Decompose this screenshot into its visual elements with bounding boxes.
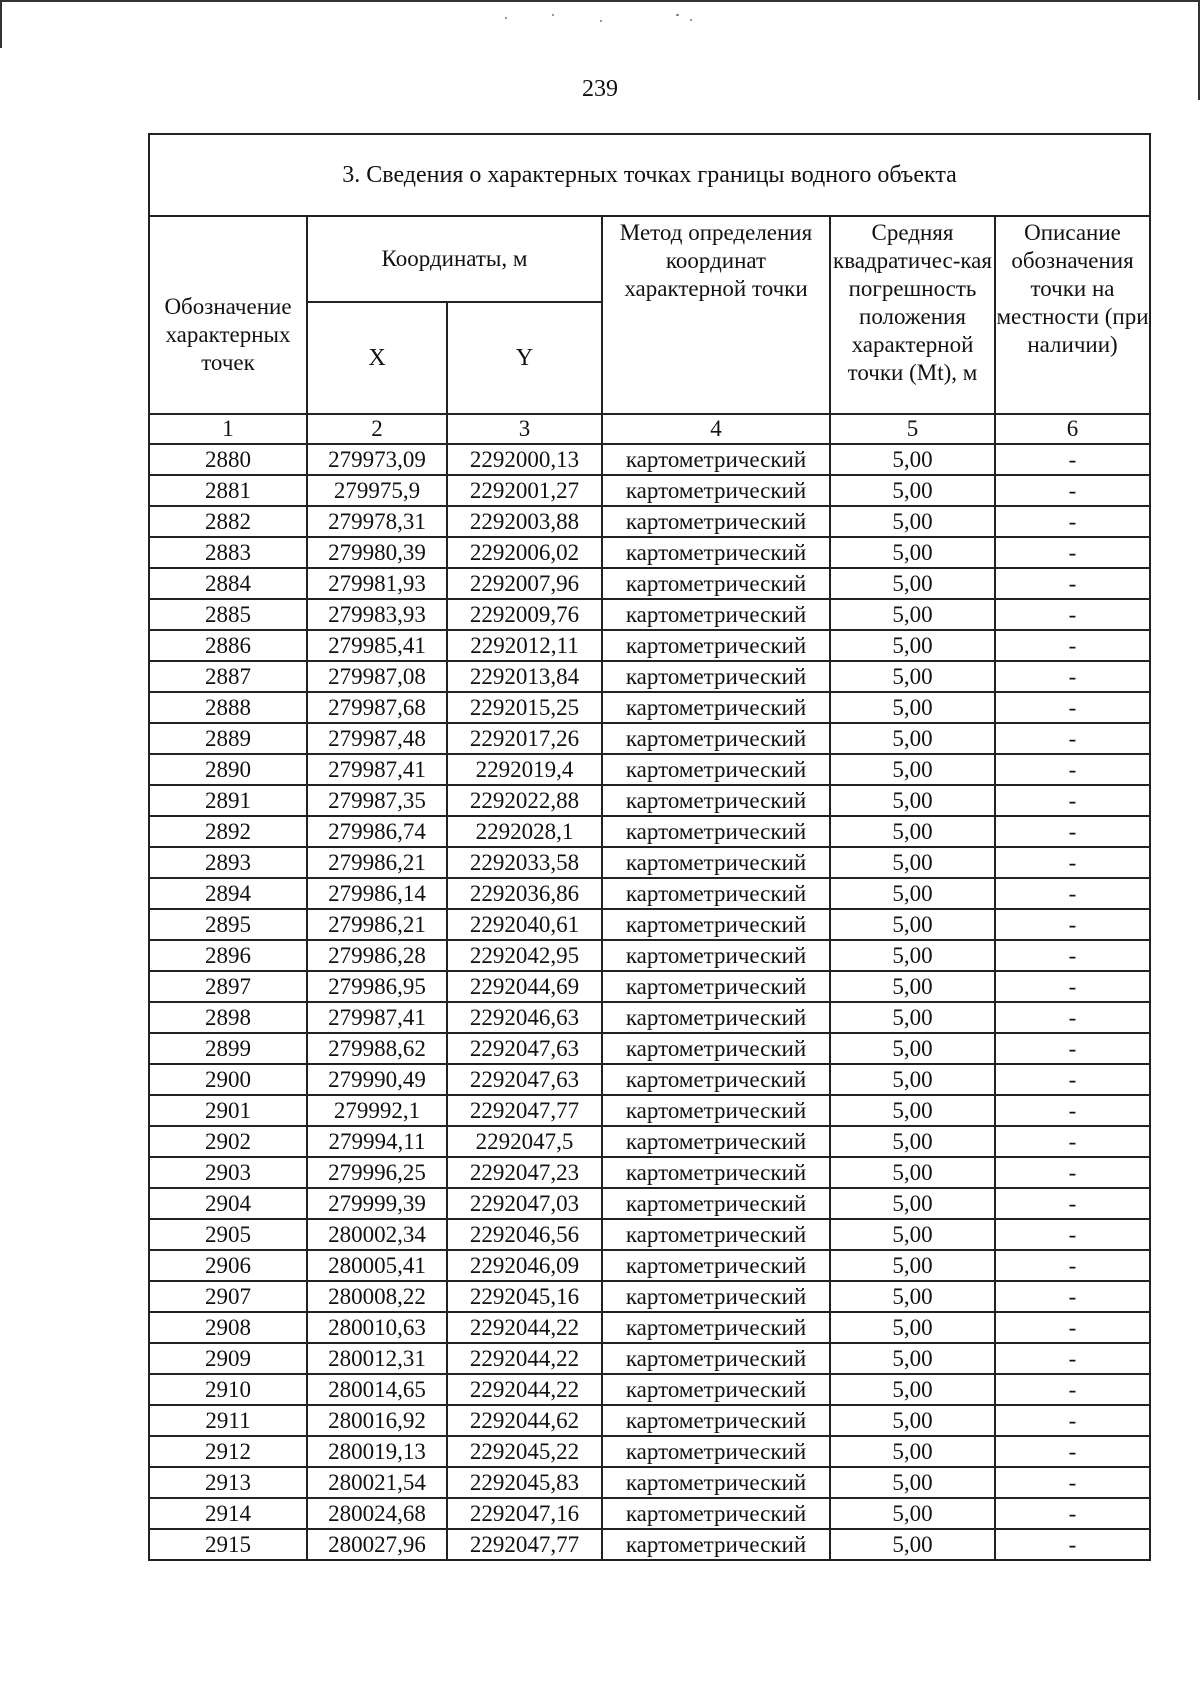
cell-error: 5,00 — [830, 1436, 995, 1467]
cell-y: 2292013,84 — [447, 661, 602, 692]
cell-method: картометрический — [602, 1219, 830, 1250]
page-top-border — [0, 0, 1200, 2]
cell-description: - — [995, 1188, 1150, 1219]
cell-x: 280005,41 — [307, 1250, 447, 1281]
cell-x: 279987,68 — [307, 692, 447, 723]
cell-method: картометрический — [602, 1033, 830, 1064]
cell-description: - — [995, 1498, 1150, 1529]
cell-error: 5,00 — [830, 971, 995, 1002]
cell-error: 5,00 — [830, 1002, 995, 1033]
cell-x: 279986,74 — [307, 816, 447, 847]
cell-x: 279986,21 — [307, 909, 447, 940]
cell-point: 2885 — [149, 599, 307, 630]
cell-description: - — [995, 909, 1150, 940]
cell-method: картометрический — [602, 1281, 830, 1312]
cell-method: картометрический — [602, 1374, 830, 1405]
table-row — [149, 1467, 1150, 1498]
cell-description: - — [995, 1002, 1150, 1033]
cell-method: картометрический — [602, 444, 830, 475]
cell-point: 2897 — [149, 971, 307, 1002]
cell-description: - — [995, 1436, 1150, 1467]
cell-y: 2292045,16 — [447, 1281, 602, 1312]
cell-point: 2881 — [149, 475, 307, 506]
cell-description: - — [995, 754, 1150, 785]
table-row — [149, 1374, 1150, 1405]
cell-x: 280016,92 — [307, 1405, 447, 1436]
cell-error: 5,00 — [830, 537, 995, 568]
cell-method: картометрический — [602, 661, 830, 692]
cell-y: 2292022,88 — [447, 785, 602, 816]
cell-method: картометрический — [602, 754, 830, 785]
cell-method: картометрический — [602, 1436, 830, 1467]
cell-error: 5,00 — [830, 940, 995, 971]
cell-x: 279986,28 — [307, 940, 447, 971]
column-number: 5 — [830, 414, 995, 444]
cell-error: 5,00 — [830, 1529, 995, 1560]
header-point-designation: Обозначение характерных точек — [149, 216, 307, 414]
cell-x: 279978,31 — [307, 506, 447, 537]
cell-error: 5,00 — [830, 661, 995, 692]
cell-error: 5,00 — [830, 1064, 995, 1095]
cell-y: 2292000,13 — [447, 444, 602, 475]
cell-error: 5,00 — [830, 816, 995, 847]
cell-error: 5,00 — [830, 692, 995, 723]
cell-method: картометрический — [602, 475, 830, 506]
cell-error: 5,00 — [830, 1250, 995, 1281]
cell-y: 2292045,22 — [447, 1436, 602, 1467]
table-row — [149, 444, 1150, 475]
header-y: Y — [447, 302, 602, 414]
cell-point: 2911 — [149, 1405, 307, 1436]
cell-method: картометрический — [602, 599, 830, 630]
cell-description: - — [995, 599, 1150, 630]
cell-x: 280024,68 — [307, 1498, 447, 1529]
cell-method: картометрический — [602, 1064, 830, 1095]
cell-description: - — [995, 1343, 1150, 1374]
cell-x: 279986,95 — [307, 971, 447, 1002]
cell-point: 2899 — [149, 1033, 307, 1064]
cell-method: картометрический — [602, 723, 830, 754]
cell-method: картометрический — [602, 1002, 830, 1033]
cell-y: 2292044,22 — [447, 1343, 602, 1374]
cell-x: 280014,65 — [307, 1374, 447, 1405]
table-row — [149, 1250, 1150, 1281]
cell-error: 5,00 — [830, 1374, 995, 1405]
cell-point: 2891 — [149, 785, 307, 816]
cell-point: 2913 — [149, 1467, 307, 1498]
column-number: 3 — [447, 414, 602, 444]
page-number: 239 — [582, 76, 618, 102]
table-row — [149, 1219, 1150, 1250]
cell-error: 5,00 — [830, 475, 995, 506]
cell-x: 280027,96 — [307, 1529, 447, 1560]
cell-method: картометрический — [602, 1405, 830, 1436]
cell-y: 2292047,23 — [447, 1157, 602, 1188]
cell-method: картометрический — [602, 1250, 830, 1281]
cell-x: 279987,41 — [307, 1002, 447, 1033]
cell-point: 2898 — [149, 1002, 307, 1033]
page-left-border — [0, 0, 2, 48]
cell-x: 279987,08 — [307, 661, 447, 692]
cell-x: 280008,22 — [307, 1281, 447, 1312]
cell-point: 2894 — [149, 878, 307, 909]
cell-y: 2292036,86 — [447, 878, 602, 909]
cell-description: - — [995, 506, 1150, 537]
cell-error: 5,00 — [830, 847, 995, 878]
cell-y: 2292044,22 — [447, 1312, 602, 1343]
cell-x: 279988,62 — [307, 1033, 447, 1064]
cell-x: 279975,9 — [307, 475, 447, 506]
cell-description: - — [995, 1374, 1150, 1405]
cell-x: 280021,54 — [307, 1467, 447, 1498]
cell-y: 2292047,77 — [447, 1529, 602, 1560]
table-row — [149, 1188, 1150, 1219]
cell-description: - — [995, 537, 1150, 568]
table-row — [149, 816, 1150, 847]
cell-point: 2908 — [149, 1312, 307, 1343]
header-x: X — [307, 302, 447, 414]
cell-error: 5,00 — [830, 1188, 995, 1219]
cell-method: картометрический — [602, 1343, 830, 1374]
table-row — [149, 1157, 1150, 1188]
cell-y: 2292042,95 — [447, 940, 602, 971]
table-row — [149, 537, 1150, 568]
cell-point: 2887 — [149, 661, 307, 692]
cell-description: - — [995, 1157, 1150, 1188]
cell-error: 5,00 — [830, 1405, 995, 1436]
cell-error: 5,00 — [830, 723, 995, 754]
cell-x: 279987,48 — [307, 723, 447, 754]
cell-description: - — [995, 1126, 1150, 1157]
cell-y: 2292046,56 — [447, 1219, 602, 1250]
cell-y: 2292047,77 — [447, 1095, 602, 1126]
table-row — [149, 568, 1150, 599]
cell-description: - — [995, 1405, 1150, 1436]
table-row — [149, 909, 1150, 940]
cell-point: 2886 — [149, 630, 307, 661]
cell-method: картометрический — [602, 506, 830, 537]
cell-point: 2901 — [149, 1095, 307, 1126]
cell-description: - — [995, 847, 1150, 878]
cell-method: картометрический — [602, 1529, 830, 1560]
header-coordinates: Координаты, м — [307, 216, 602, 302]
table-row — [149, 506, 1150, 537]
cell-y: 2292046,09 — [447, 1250, 602, 1281]
cell-description: - — [995, 1095, 1150, 1126]
table-row — [149, 754, 1150, 785]
cell-point: 2895 — [149, 909, 307, 940]
table-row — [149, 1064, 1150, 1095]
cell-method: картометрический — [602, 1467, 830, 1498]
cell-point: 2889 — [149, 723, 307, 754]
cell-description: - — [995, 1467, 1150, 1498]
cell-description: - — [995, 1219, 1150, 1250]
table-row — [149, 785, 1150, 816]
cell-error: 5,00 — [830, 1157, 995, 1188]
cell-point: 2910 — [149, 1374, 307, 1405]
cell-method: картометрический — [602, 1095, 830, 1126]
cell-y: 2292047,5 — [447, 1126, 602, 1157]
cell-y: 2292047,16 — [447, 1498, 602, 1529]
cell-y: 2292044,62 — [447, 1405, 602, 1436]
cell-description: - — [995, 630, 1150, 661]
cell-y: 2292046,63 — [447, 1002, 602, 1033]
table-row — [149, 1312, 1150, 1343]
cell-point: 2914 — [149, 1498, 307, 1529]
cell-description: - — [995, 971, 1150, 1002]
column-number: 2 — [307, 414, 447, 444]
cell-x: 279987,41 — [307, 754, 447, 785]
cell-description: - — [995, 723, 1150, 754]
cell-description: - — [995, 1281, 1150, 1312]
cell-y: 2292012,11 — [447, 630, 602, 661]
cell-error: 5,00 — [830, 1033, 995, 1064]
cell-method: картометрический — [602, 537, 830, 568]
cell-point: 2890 — [149, 754, 307, 785]
cell-point: 2903 — [149, 1157, 307, 1188]
cell-method: картометрический — [602, 1126, 830, 1157]
cell-description: - — [995, 444, 1150, 475]
cell-method: картометрический — [602, 940, 830, 971]
table-row — [149, 1529, 1150, 1560]
table-row — [149, 692, 1150, 723]
cell-method: картометрический — [602, 1188, 830, 1219]
cell-method: картометрический — [602, 1312, 830, 1343]
cell-y: 2292017,26 — [447, 723, 602, 754]
cell-y: 2292047,03 — [447, 1188, 602, 1219]
table-row — [149, 630, 1150, 661]
cell-y: 2292040,61 — [447, 909, 602, 940]
cell-error: 5,00 — [830, 1312, 995, 1343]
cell-description: - — [995, 816, 1150, 847]
table-row — [149, 1095, 1150, 1126]
cell-description: - — [995, 692, 1150, 723]
cell-x: 279985,41 — [307, 630, 447, 661]
table-body — [149, 444, 1150, 1560]
column-number-row — [149, 414, 1150, 444]
cell-error: 5,00 — [830, 1467, 995, 1498]
cell-y: 2292019,4 — [447, 754, 602, 785]
table-row — [149, 599, 1150, 630]
cell-y: 2292045,83 — [447, 1467, 602, 1498]
cell-method: картометрический — [602, 692, 830, 723]
cell-y: 2292009,76 — [447, 599, 602, 630]
table-row — [149, 1343, 1150, 1374]
cell-x: 280002,34 — [307, 1219, 447, 1250]
cell-description: - — [995, 1064, 1150, 1095]
table-row — [149, 847, 1150, 878]
table-row — [149, 1002, 1150, 1033]
table-row — [149, 1281, 1150, 1312]
cell-point: 2904 — [149, 1188, 307, 1219]
cell-x: 279981,93 — [307, 568, 447, 599]
cell-x: 279990,49 — [307, 1064, 447, 1095]
cell-x: 279986,14 — [307, 878, 447, 909]
cell-x: 279983,93 — [307, 599, 447, 630]
cell-point: 2893 — [149, 847, 307, 878]
cell-y: 2292001,27 — [447, 475, 602, 506]
cell-point: 2883 — [149, 537, 307, 568]
cell-method: картометрический — [602, 971, 830, 1002]
cell-method: картометрический — [602, 785, 830, 816]
cell-error: 5,00 — [830, 785, 995, 816]
cell-x: 279987,35 — [307, 785, 447, 816]
cell-point: 2882 — [149, 506, 307, 537]
table-row — [149, 878, 1150, 909]
cell-y: 2292033,58 — [447, 847, 602, 878]
cell-x: 280012,31 — [307, 1343, 447, 1374]
scan-speck — [690, 19, 692, 21]
column-number: 4 — [602, 414, 830, 444]
cell-error: 5,00 — [830, 1343, 995, 1374]
column-number: 6 — [995, 414, 1150, 444]
cell-error: 5,00 — [830, 1219, 995, 1250]
cell-method: картометрический — [602, 816, 830, 847]
cell-error: 5,00 — [830, 754, 995, 785]
cell-error: 5,00 — [830, 1281, 995, 1312]
cell-description: - — [995, 661, 1150, 692]
cell-error: 5,00 — [830, 1126, 995, 1157]
header-method: Метод определения координат характерной точки — [602, 216, 830, 414]
table-row — [149, 1126, 1150, 1157]
cell-description: - — [995, 568, 1150, 599]
cell-method: картометрический — [602, 568, 830, 599]
cell-method: картометрический — [602, 847, 830, 878]
cell-y: 2292015,25 — [447, 692, 602, 723]
cell-description: - — [995, 878, 1150, 909]
table-row — [149, 1033, 1150, 1064]
cell-error: 5,00 — [830, 630, 995, 661]
cell-x: 279980,39 — [307, 537, 447, 568]
cell-error: 5,00 — [830, 1095, 995, 1126]
cell-point: 2902 — [149, 1126, 307, 1157]
coordinates-table — [148, 133, 1151, 1561]
table-row — [149, 723, 1150, 754]
cell-point: 2896 — [149, 940, 307, 971]
cell-point: 2888 — [149, 692, 307, 723]
cell-method: картометрический — [602, 630, 830, 661]
scan-speck — [552, 14, 554, 16]
cell-x: 279992,1 — [307, 1095, 447, 1126]
cell-point: 2884 — [149, 568, 307, 599]
table-row — [149, 1405, 1150, 1436]
cell-error: 5,00 — [830, 599, 995, 630]
scan-speck — [676, 14, 679, 16]
cell-y: 2292044,69 — [447, 971, 602, 1002]
cell-error: 5,00 — [830, 909, 995, 940]
cell-point: 2900 — [149, 1064, 307, 1095]
scan-speck — [505, 17, 507, 19]
cell-description: - — [995, 1250, 1150, 1281]
cell-error: 5,00 — [830, 878, 995, 909]
cell-y: 2292003,88 — [447, 506, 602, 537]
table-row — [149, 940, 1150, 971]
cell-x: 280010,63 — [307, 1312, 447, 1343]
scan-speck — [600, 20, 602, 22]
cell-x: 279973,09 — [307, 444, 447, 475]
cell-point: 2912 — [149, 1436, 307, 1467]
table-row — [149, 475, 1150, 506]
cell-description: - — [995, 940, 1150, 971]
cell-method: картометрический — [602, 1498, 830, 1529]
cell-y: 2292006,02 — [447, 537, 602, 568]
cell-error: 5,00 — [830, 506, 995, 537]
cell-method: картометрический — [602, 1157, 830, 1188]
cell-description: - — [995, 1312, 1150, 1343]
cell-description: - — [995, 1033, 1150, 1064]
cell-error: 5,00 — [830, 1498, 995, 1529]
table-row — [149, 1498, 1150, 1529]
cell-y: 2292007,96 — [447, 568, 602, 599]
coordinates-table-container — [148, 133, 1149, 1561]
cell-description: - — [995, 785, 1150, 816]
cell-y: 2292047,63 — [447, 1033, 602, 1064]
cell-point: 2905 — [149, 1219, 307, 1250]
column-number: 1 — [149, 414, 307, 444]
cell-point: 2880 — [149, 444, 307, 475]
cell-x: 279996,25 — [307, 1157, 447, 1188]
cell-x: 280019,13 — [307, 1436, 447, 1467]
cell-point: 2906 — [149, 1250, 307, 1281]
cell-error: 5,00 — [830, 444, 995, 475]
cell-error: 5,00 — [830, 568, 995, 599]
cell-point: 2909 — [149, 1343, 307, 1374]
cell-y: 2292047,63 — [447, 1064, 602, 1095]
cell-y: 2292044,22 — [447, 1374, 602, 1405]
cell-description: - — [995, 1529, 1150, 1560]
cell-method: картометрический — [602, 909, 830, 940]
cell-x: 279994,11 — [307, 1126, 447, 1157]
header-description: Описание обозначения точки на местности (при наличии) — [995, 216, 1150, 414]
cell-y: 2292028,1 — [447, 816, 602, 847]
cell-method: картометрический — [602, 878, 830, 909]
cell-point: 2907 — [149, 1281, 307, 1312]
table-row — [149, 1436, 1150, 1467]
table-row — [149, 661, 1150, 692]
header-error: Средняя квадратичес-кая погрешность положения характерной точки (Mt), м — [830, 216, 995, 414]
cell-description: - — [995, 475, 1150, 506]
cell-point: 2915 — [149, 1529, 307, 1560]
cell-x: 279999,39 — [307, 1188, 447, 1219]
cell-point: 2892 — [149, 816, 307, 847]
table-row — [149, 971, 1150, 1002]
cell-x: 279986,21 — [307, 847, 447, 878]
table-title: 3. Сведения о характерных точках границы водного объекта — [149, 134, 1150, 216]
